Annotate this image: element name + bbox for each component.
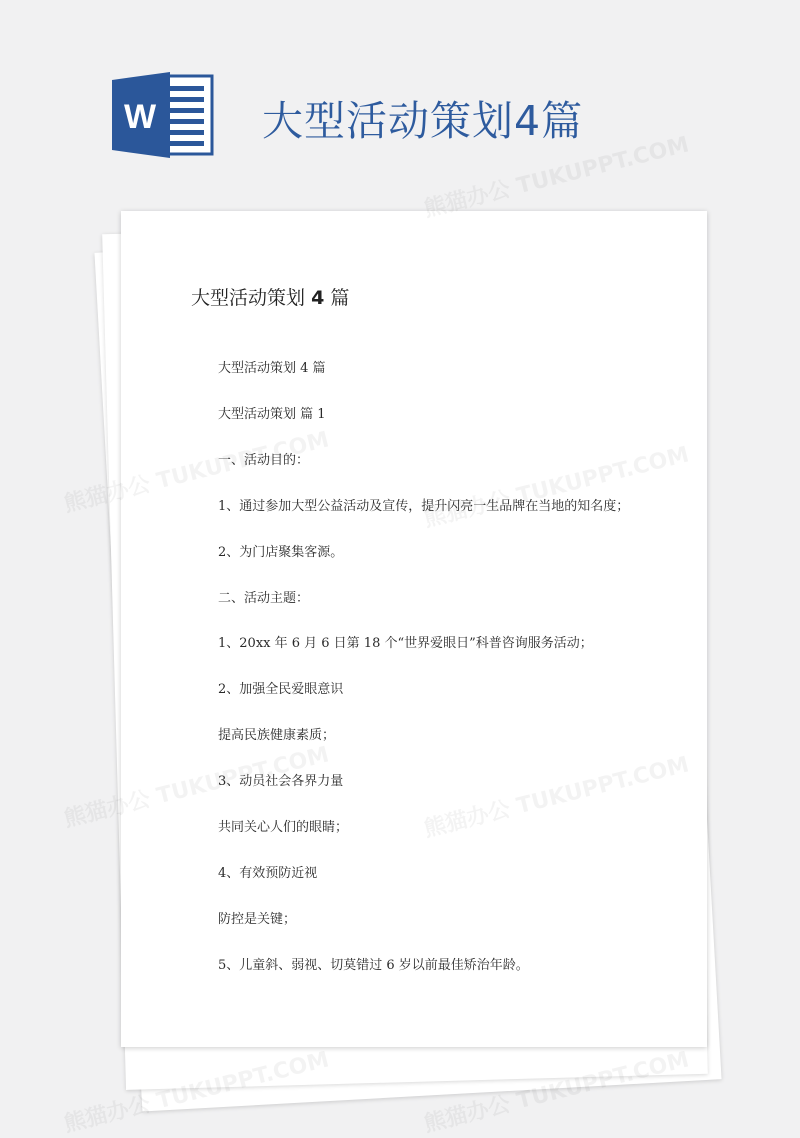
document-title-text: 大型活动策划 xyxy=(191,287,306,309)
paragraph: 大型活动策划 篇 1 xyxy=(218,407,326,422)
paragraph: 1、20xx 年 6 月 6 日第 18 个“世界爱眼日”科普咨询服务活动； xyxy=(218,636,593,651)
paragraph: 5、儿童斜、弱视、切莫错过 6 岁以前最佳矫治年龄。 xyxy=(218,958,529,973)
word-logo-letter: W xyxy=(123,98,157,136)
word-document-icon xyxy=(112,72,214,158)
paragraph: 防控是关键； xyxy=(218,912,297,927)
paragraph: 4、有效预防近视 xyxy=(218,866,318,881)
paragraph: 1、通过参加大型公益活动及宣传，提升闪亮一生品牌在当地的知名度； xyxy=(218,499,630,514)
paragraph: 一、活动目的： xyxy=(218,453,310,468)
paragraph: 提高民族健康素质； xyxy=(218,728,336,743)
paragraph: 2、为门店聚集客源。 xyxy=(218,545,344,560)
paragraph: 3、动员社会各界力量 xyxy=(218,774,344,789)
document-title-suffix: 篇 xyxy=(330,287,350,309)
paragraph: 大型活动策划 4 篇 xyxy=(218,361,326,376)
paragraph: 2、加强全民爱眼意识 xyxy=(218,682,344,697)
header xyxy=(0,0,800,200)
document-title-number: 4 xyxy=(311,287,325,309)
paragraph: 二、活动主题： xyxy=(218,591,310,606)
document-page xyxy=(121,211,707,1047)
document-title xyxy=(191,283,349,310)
paragraph: 共同关心人们的眼睛； xyxy=(218,820,349,835)
page-title: 大型活动策划4篇 xyxy=(262,97,584,145)
